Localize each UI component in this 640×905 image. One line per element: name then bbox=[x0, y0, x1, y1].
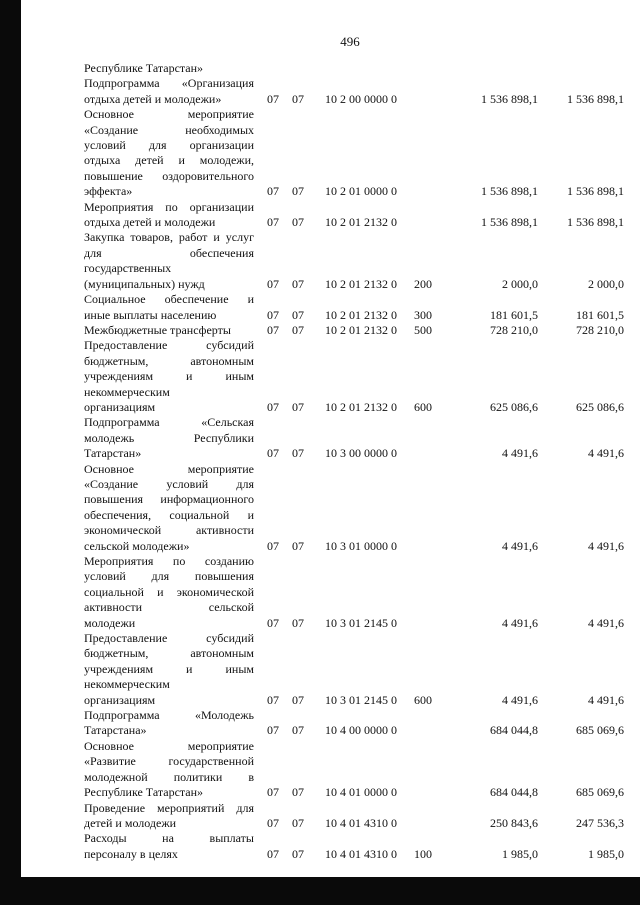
table-row bbox=[84, 462, 624, 554]
row-values bbox=[84, 693, 624, 708]
target-article-code: 10 3 01 2145 0 bbox=[325, 692, 397, 707]
subsection-code: 07 bbox=[292, 615, 304, 630]
expense-type-code: 500 bbox=[414, 322, 432, 337]
subsection-code: 07 bbox=[292, 399, 304, 414]
table-row bbox=[84, 708, 624, 739]
subsection-code: 07 bbox=[292, 785, 304, 800]
table-row bbox=[84, 200, 624, 231]
amount-year-2: 685 069,6 bbox=[576, 723, 624, 738]
target-article-code: 10 3 01 2145 0 bbox=[325, 615, 397, 630]
description-line: социальной и экономической bbox=[84, 584, 254, 599]
row-values bbox=[84, 184, 624, 199]
amount-year-1: 1 536 898,1 bbox=[481, 91, 538, 106]
row-values bbox=[84, 277, 624, 292]
expense-type-code: 600 bbox=[414, 692, 432, 707]
target-article-code: 10 2 01 2132 0 bbox=[325, 322, 397, 337]
subsection-code: 07 bbox=[292, 446, 304, 461]
expense-type-code: 300 bbox=[414, 307, 432, 322]
amount-year-2: 1 985,0 bbox=[588, 846, 624, 861]
description-line: условий для организации bbox=[84, 138, 254, 153]
description-line: отдыха детей и молодежи» bbox=[84, 91, 222, 106]
description-line: эффекта» bbox=[84, 184, 133, 199]
section-code: 07 bbox=[267, 446, 279, 461]
section-code: 07 bbox=[267, 538, 279, 553]
subsection-code: 07 bbox=[292, 322, 304, 337]
description-line: организациям bbox=[84, 399, 156, 414]
description-line: молодежной политики в bbox=[84, 769, 254, 784]
amount-year-2: 1 536 898,1 bbox=[567, 91, 624, 106]
section-code: 07 bbox=[267, 723, 279, 738]
amount-year-1: 250 843,6 bbox=[490, 815, 538, 830]
description-line: Подпрограмма «Молодежь bbox=[84, 708, 254, 723]
description-line: Татарстан» bbox=[84, 446, 142, 461]
row-values bbox=[84, 446, 624, 461]
amount-year-2: 2 000,0 bbox=[588, 276, 624, 291]
table-row bbox=[84, 323, 624, 338]
subsection-code: 07 bbox=[292, 815, 304, 830]
amount-year-1: 1 536 898,1 bbox=[481, 184, 538, 199]
section-code: 07 bbox=[267, 692, 279, 707]
section-code: 07 bbox=[267, 815, 279, 830]
description-line: повышение оздоровительного bbox=[84, 168, 254, 183]
amount-year-2: 1 536 898,1 bbox=[567, 215, 624, 230]
description-line: активности сельской bbox=[84, 600, 254, 615]
amount-year-1: 684 044,8 bbox=[490, 785, 538, 800]
description-line: (муниципальных) нужд bbox=[84, 276, 205, 291]
target-article-code: 10 2 01 2132 0 bbox=[325, 307, 397, 322]
subsection-code: 07 bbox=[292, 91, 304, 106]
description-line: Подпрограмма «Организация bbox=[84, 76, 254, 91]
section-code: 07 bbox=[267, 215, 279, 230]
subsection-code: 07 bbox=[292, 846, 304, 861]
expense-type-code: 600 bbox=[414, 399, 432, 414]
expense-type-code: 100 bbox=[414, 846, 432, 861]
subsection-code: 07 bbox=[292, 276, 304, 291]
page-number: 496 bbox=[340, 34, 360, 49]
amount-year-1: 684 044,8 bbox=[490, 723, 538, 738]
row-values bbox=[84, 92, 624, 107]
section-code: 07 bbox=[267, 846, 279, 861]
description-line: молодежь Республики bbox=[84, 430, 254, 445]
description-line: отдыха детей и молодежи, bbox=[84, 153, 254, 168]
subsection-code: 07 bbox=[292, 692, 304, 707]
section-code: 07 bbox=[267, 91, 279, 106]
amount-year-2: 1 536 898,1 bbox=[567, 184, 624, 199]
description-line: организациям bbox=[84, 692, 156, 707]
row-values bbox=[84, 323, 624, 338]
amount-year-2: 685 069,6 bbox=[576, 785, 624, 800]
row-values bbox=[84, 539, 624, 554]
table-row bbox=[84, 415, 624, 461]
description-line: Республике Татарстан» bbox=[84, 785, 204, 800]
table-row bbox=[84, 554, 624, 631]
target-article-code: 10 3 01 0000 0 bbox=[325, 538, 397, 553]
amount-year-1: 4 491,6 bbox=[502, 446, 538, 461]
amount-year-1: 4 491,6 bbox=[502, 538, 538, 553]
scan-left-edge bbox=[0, 0, 21, 905]
table-row bbox=[84, 76, 624, 107]
table-row bbox=[84, 631, 624, 708]
amount-year-1: 4 491,6 bbox=[502, 615, 538, 630]
section-code: 07 bbox=[267, 276, 279, 291]
amount-year-1: 4 491,6 bbox=[502, 692, 538, 707]
amount-year-2: 728 210,0 bbox=[576, 322, 624, 337]
description-line: персоналу в целях bbox=[84, 846, 178, 861]
description-line: иные выплаты населению bbox=[84, 307, 217, 322]
row-values bbox=[84, 785, 624, 800]
table-row bbox=[84, 61, 624, 76]
subsection-code: 07 bbox=[292, 184, 304, 199]
description-line: отдыха детей и молодежи bbox=[84, 215, 216, 230]
target-article-code: 10 2 01 2132 0 bbox=[325, 276, 397, 291]
description-line: Предоставление субсидий bbox=[84, 631, 254, 646]
description-line: повышения информационного bbox=[84, 492, 254, 507]
amount-year-1: 181 601,5 bbox=[490, 307, 538, 322]
amount-year-2: 4 491,6 bbox=[588, 446, 624, 461]
section-code: 07 bbox=[267, 307, 279, 322]
description-line: Основное мероприятие bbox=[84, 738, 254, 753]
row-values bbox=[84, 61, 624, 76]
amount-year-1: 2 000,0 bbox=[502, 276, 538, 291]
row-values bbox=[84, 723, 624, 738]
expense-type-code: 200 bbox=[414, 276, 432, 291]
row-values bbox=[84, 816, 624, 831]
amount-year-2: 181 601,5 bbox=[576, 307, 624, 322]
budget-table bbox=[84, 61, 624, 862]
description-line: Республике Татарстан» bbox=[84, 61, 204, 75]
table-row bbox=[84, 230, 624, 292]
target-article-code: 10 3 00 0000 0 bbox=[325, 446, 397, 461]
amount-year-2: 625 086,6 bbox=[576, 399, 624, 414]
description-line: некоммерческим bbox=[84, 384, 170, 399]
table-row bbox=[84, 338, 624, 415]
scan-bottom-edge bbox=[0, 877, 640, 905]
description-line: государственных bbox=[84, 261, 172, 276]
description-line: Проведение мероприятий для bbox=[84, 800, 254, 815]
amount-year-2: 4 491,6 bbox=[588, 615, 624, 630]
subsection-code: 07 bbox=[292, 307, 304, 322]
table-row bbox=[84, 739, 624, 801]
row-values bbox=[84, 616, 624, 631]
description-line: детей и молодежи bbox=[84, 815, 177, 830]
table-row bbox=[84, 831, 624, 862]
target-article-code: 10 4 01 4310 0 bbox=[325, 815, 397, 830]
description-line: для обеспечения bbox=[84, 245, 254, 260]
subsection-code: 07 bbox=[292, 215, 304, 230]
description-line: Социальное обеспечение и bbox=[84, 292, 254, 307]
amount-year-1: 625 086,6 bbox=[490, 399, 538, 414]
row-values bbox=[84, 215, 624, 230]
subsection-code: 07 bbox=[292, 538, 304, 553]
target-article-code: 10 4 00 0000 0 bbox=[325, 723, 397, 738]
description-line: Расходы на выплаты bbox=[84, 831, 254, 846]
row-values bbox=[84, 308, 624, 323]
description-line: Межбюджетные трансферты bbox=[84, 322, 231, 337]
description-line: Основное мероприятие bbox=[84, 461, 254, 476]
amount-year-2: 4 491,6 bbox=[588, 538, 624, 553]
description-line: «Развитие государственной bbox=[84, 754, 254, 769]
section-code: 07 bbox=[267, 785, 279, 800]
amount-year-2: 4 491,6 bbox=[588, 692, 624, 707]
amount-year-1: 728 210,0 bbox=[490, 322, 538, 337]
section-code: 07 bbox=[267, 399, 279, 414]
description-line: условий для повышения bbox=[84, 569, 254, 584]
description-line: «Создание необходимых bbox=[84, 122, 254, 137]
section-code: 07 bbox=[267, 322, 279, 337]
target-article-code: 10 2 01 2132 0 bbox=[325, 399, 397, 414]
target-article-code: 10 2 00 0000 0 bbox=[325, 91, 397, 106]
amount-year-2: 247 536,3 bbox=[576, 815, 624, 830]
description-line: Основное мероприятие bbox=[84, 107, 254, 122]
description-line: учреждениям и иным bbox=[84, 661, 254, 676]
table-row bbox=[84, 292, 624, 323]
row-values bbox=[84, 847, 624, 862]
table-row bbox=[84, 801, 624, 832]
row-values bbox=[84, 400, 624, 415]
subsection-code: 07 bbox=[292, 723, 304, 738]
description-line: Предоставление субсидий bbox=[84, 338, 254, 353]
description-line: Подпрограмма «Сельская bbox=[84, 415, 254, 430]
description-line: Мероприятия по организации bbox=[84, 199, 254, 214]
description-line: бюджетным, автономным bbox=[84, 646, 254, 661]
target-article-code: 10 4 01 0000 0 bbox=[325, 785, 397, 800]
description-line: бюджетным, автономным bbox=[84, 353, 254, 368]
description-line: молодежи bbox=[84, 615, 136, 630]
target-article-code: 10 4 01 4310 0 bbox=[325, 846, 397, 861]
target-article-code: 10 2 01 2132 0 bbox=[325, 215, 397, 230]
description-line: Закупка товаров, работ и услуг bbox=[84, 230, 254, 245]
description-line: некоммерческим bbox=[84, 677, 170, 692]
description-line: сельской молодежи» bbox=[84, 538, 190, 553]
description-line: «Создание условий для bbox=[84, 476, 254, 491]
table-row bbox=[84, 107, 624, 199]
description-line: Мероприятия по созданию bbox=[84, 554, 254, 568]
target-article-code: 10 2 01 0000 0 bbox=[325, 184, 397, 199]
description-line: Татарстана» bbox=[84, 723, 147, 738]
section-code: 07 bbox=[267, 184, 279, 199]
section-code: 07 bbox=[267, 615, 279, 630]
description-line: учреждениям и иным bbox=[84, 369, 254, 384]
description-line: обеспечения, социальной и bbox=[84, 507, 254, 522]
description-line: экономической активности bbox=[84, 523, 254, 538]
amount-year-1: 1 985,0 bbox=[502, 846, 538, 861]
amount-year-1: 1 536 898,1 bbox=[481, 215, 538, 230]
